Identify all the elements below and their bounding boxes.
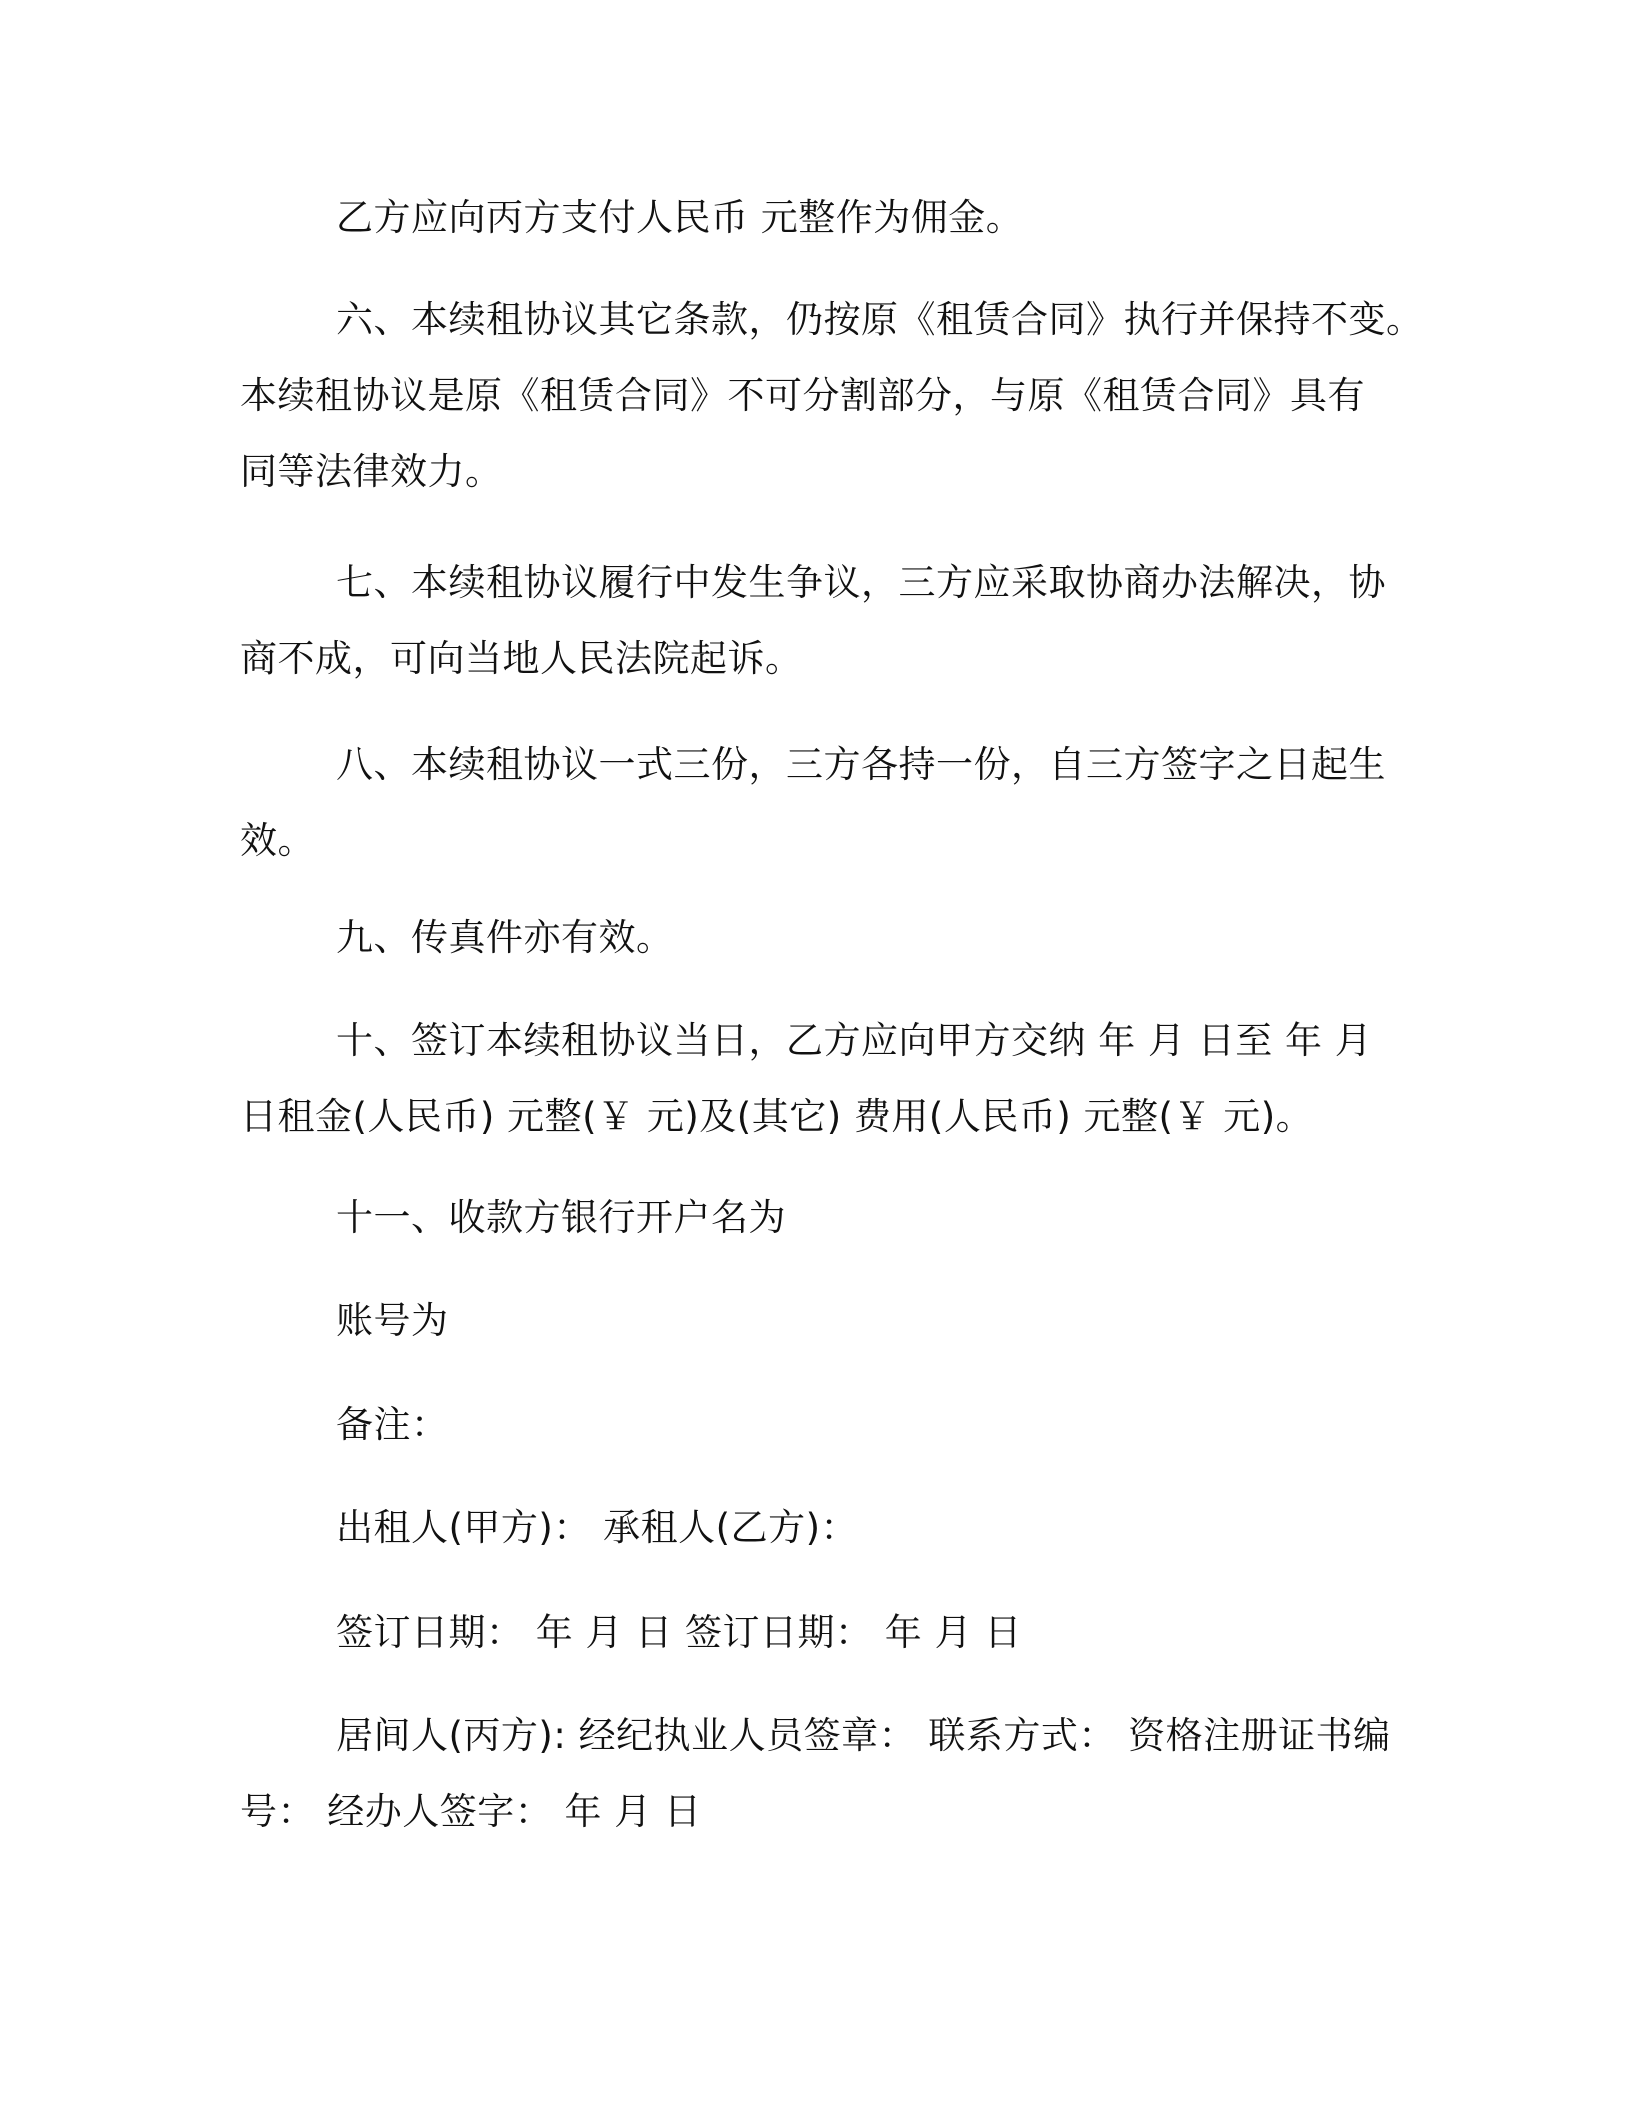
text-line: 号： 经办人签字： 年 月 日	[240, 1790, 702, 1833]
commission-paragraph	[240, 180, 1400, 256]
clause-10-paragraph	[240, 1003, 1400, 1155]
clause-7-paragraph	[240, 545, 1400, 697]
text-line: 同等法律效力。	[240, 450, 503, 493]
text-line: 商不成，可向当地人民法院起诉。	[240, 637, 803, 680]
sign-dates-paragraph	[240, 1595, 1400, 1671]
remarks-paragraph	[240, 1387, 1400, 1463]
text-line: 七、本续租协议履行中发生争议，三方应采取协商办法解决，协	[336, 561, 1386, 604]
text-line: 九、传真件亦有效。	[336, 916, 674, 959]
parties-paragraph	[240, 1490, 1400, 1566]
text-line: 日租金(人民币) 元整(￥ 元)及(其它) 费用(人民币) 元整(￥ 元)。	[240, 1095, 1314, 1138]
text-line: 十一、收款方银行开户名为	[336, 1196, 786, 1239]
text-line: 效。	[240, 819, 315, 862]
account-paragraph	[240, 1283, 1400, 1359]
text-line: 居间人(丙方): 经纪执业人员签章： 联系方式： 资格注册证书编	[336, 1714, 1391, 1757]
text-line: 本续租协议是原《租赁合同》不可分割部分，与原《租赁合同》具有	[240, 374, 1365, 417]
clause-6-paragraph	[240, 282, 1424, 510]
intermediary-paragraph	[240, 1698, 1400, 1850]
text-line: 八、本续租协议一式三份，三方各持一份，自三方签字之日起生	[336, 743, 1386, 786]
clause-8-paragraph	[240, 727, 1400, 879]
text-line: 出租人(甲方)： 承租人(乙方)：	[336, 1506, 859, 1549]
text-line: 乙方应向丙方支付人民币 元整作为佣金。	[336, 196, 1024, 239]
text-line: 账号为	[336, 1299, 449, 1342]
clause-11-paragraph	[240, 1180, 1400, 1256]
text-line: 备注：	[336, 1403, 449, 1446]
text-line: 签订日期： 年 月 日 签订日期： 年 月 日	[336, 1611, 1022, 1654]
clause-9-paragraph	[240, 900, 1400, 976]
text-line: 六、本续租协议其它条款，仍按原《租赁合同》执行并保持不变。	[336, 298, 1424, 341]
text-line: 十、签订本续租协议当日，乙方应向甲方交纳 年 月 日至 年 月	[336, 1019, 1373, 1062]
